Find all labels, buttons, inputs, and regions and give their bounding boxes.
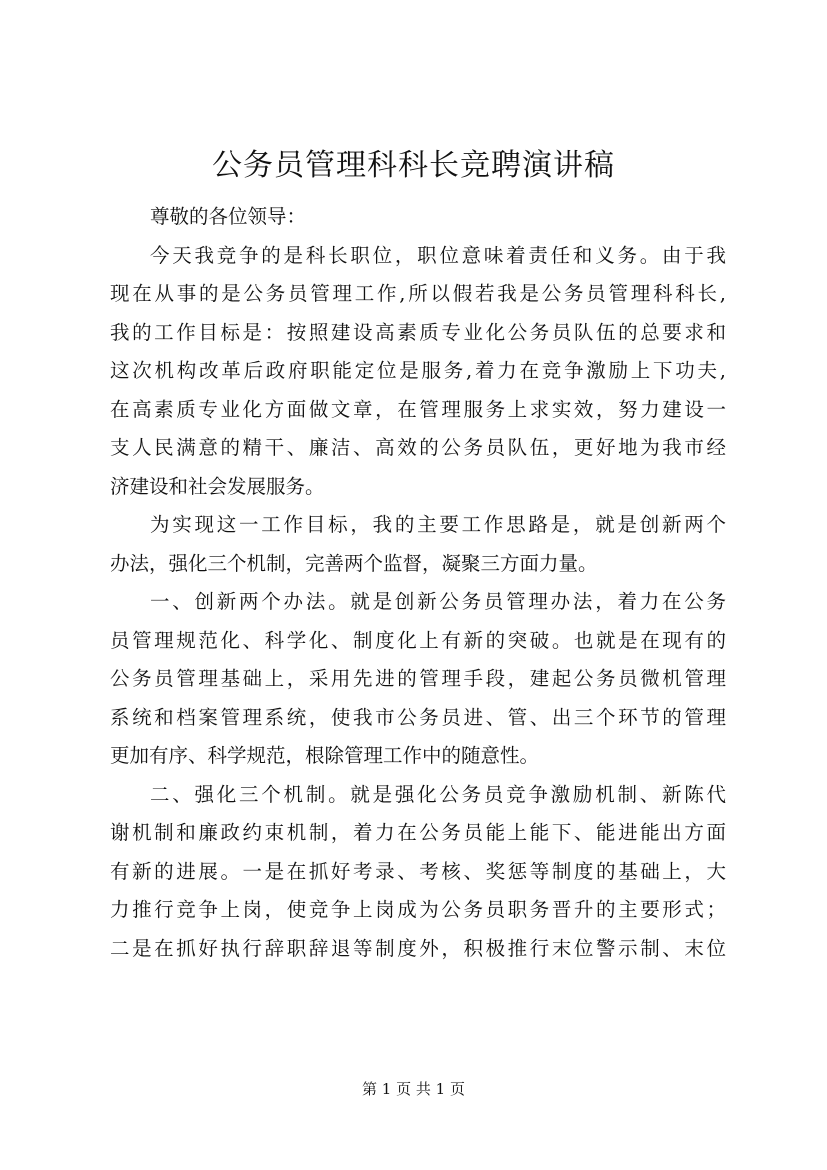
body-line: 谢机制和廉政约束机制，着力在公务员能上能下、能进能出方面 bbox=[110, 821, 726, 844]
body-line: 员管理规范化、科学化、制度化上有新的突破。也就是在现有的 bbox=[110, 628, 726, 652]
document-body bbox=[110, 198, 726, 968]
body-line: 这次机构改革后政府职能定位是服务,着力在竞争激励上下功夫, bbox=[110, 359, 726, 382]
document-title: 公务员管理科科长竞聘演讲稿 bbox=[212, 148, 615, 183]
body-line: 现在从事的是公务员管理工作,所以假若我是公务员管理科科长, bbox=[110, 282, 726, 305]
body-line: 有新的进展。一是在抓好考录、考核、奖惩等制度的基础上，大 bbox=[110, 859, 726, 883]
body-line: 在高素质专业化方面做文章，在管理服务上求实效，努力建设一 bbox=[110, 397, 726, 421]
body-line: 更加有序、科学规范，根除管理工作中的随意性。 bbox=[110, 744, 540, 767]
body-line: 一、创新两个办法。就是创新公务员管理办法，着力在公务 bbox=[150, 590, 726, 613]
body-line: 二、强化三个机制。就是强化公务员竞争激励机制、新陈代 bbox=[150, 782, 726, 806]
body-line: 公务员管理基础上，采用先进的管理手段，建起公务员微机管理 bbox=[110, 667, 726, 690]
body-line: 支人民满意的精干、廉洁、高效的公务员队伍，更好地为我市经 bbox=[110, 436, 726, 459]
body-line: 力推行竞争上岗，使竞争上岗成为公务员职务晋升的主要形式； bbox=[110, 898, 726, 921]
body-line: 系统和档案管理系统，使我市公务员进、管、出三个环节的管理 bbox=[110, 705, 726, 729]
body-line: 今天我竞争的是科长职位，职位意味着责任和义务。由于我 bbox=[150, 243, 726, 267]
body-line: 为实现这一工作目标，我的主要工作思路是，就是创新两个 bbox=[150, 513, 726, 536]
body-line: 二是在抓好执行辞职辞退等制度外，积极推行末位警示制、末位 bbox=[110, 936, 726, 960]
salutation-line: 尊敬的各位领导： bbox=[150, 205, 307, 228]
page-footer: 第 1 页 共 1 页 bbox=[362, 1080, 465, 1098]
body-line: 办法，强化三个机制，完善两个监督，凝聚三方面力量。 bbox=[110, 551, 598, 575]
body-line: 我的工作目标是：按照建设高素质专业化公务员队伍的总要求和 bbox=[110, 320, 726, 344]
body-line: 济建设和社会发展服务。 bbox=[110, 474, 325, 498]
